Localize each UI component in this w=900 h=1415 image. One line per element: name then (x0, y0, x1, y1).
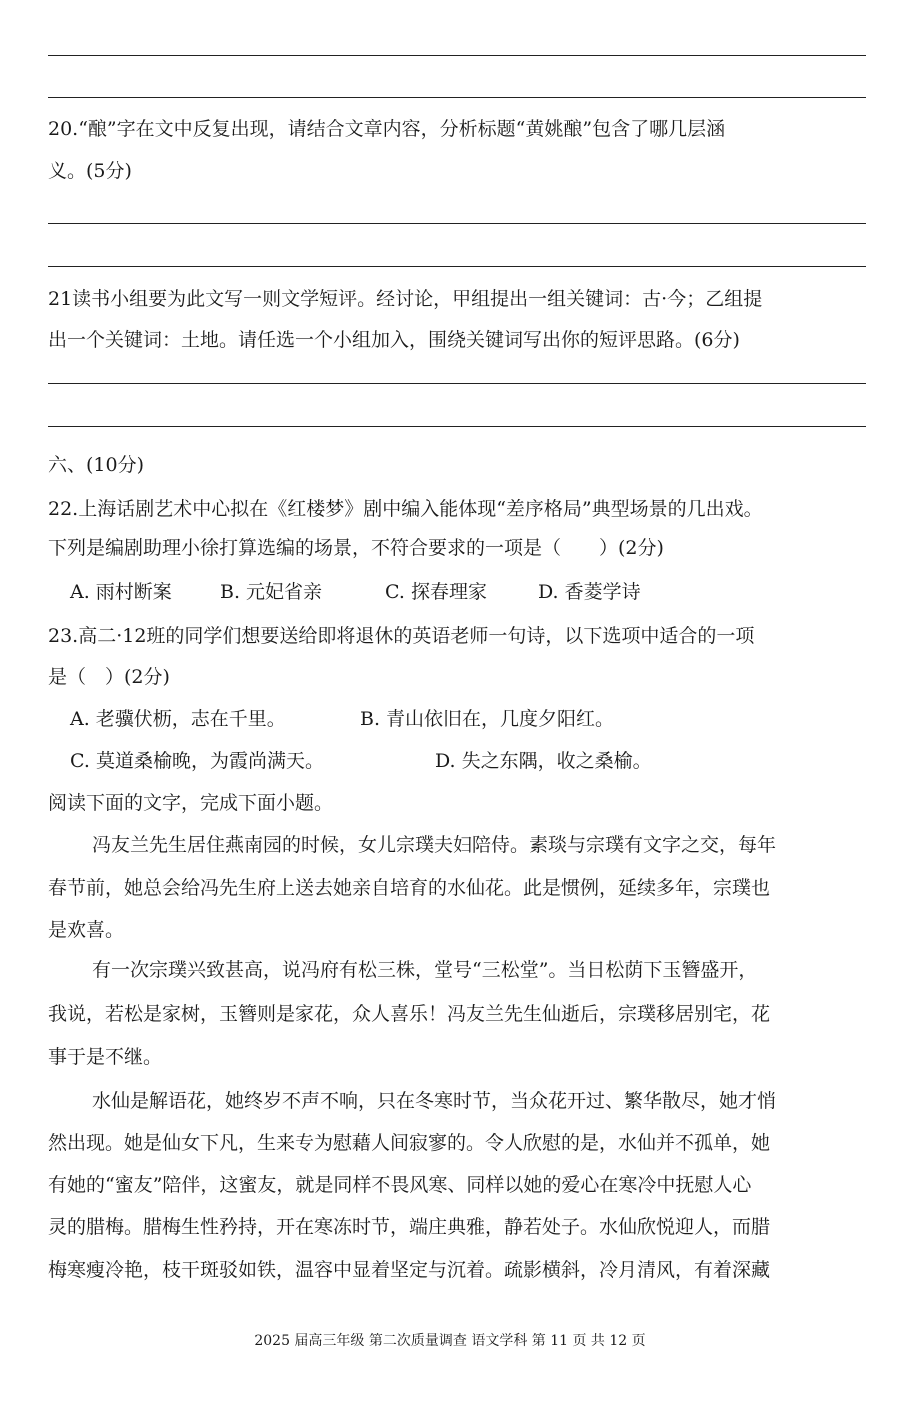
q22-option-b: B. 元妃省亲 (220, 581, 323, 603)
answer-line (48, 97, 866, 98)
answer-line (48, 426, 866, 427)
reading-instruction: 阅读下面的文字，完成下面小题。 (48, 792, 334, 814)
q22-option-c: C. 探春理家 (385, 581, 487, 603)
page-footer: 2025 届高三年级 第二次质量调查 语文学科 第 11 页 共 12 页 (254, 1333, 646, 1349)
answer-line (48, 223, 866, 224)
q23-option-d: D. 失之东隅，收之桑榆。 (435, 750, 652, 772)
answer-line (48, 266, 866, 267)
q21-line2: 出一个关键词：土地。请任选一个小组加入，围绕关键词写出你的短评思路。(6分) (48, 329, 740, 351)
q23-option-b: B. 青山依旧在，几度夕阳红。 (360, 708, 615, 730)
section-heading: 六、(10分) (48, 454, 145, 476)
answer-line (48, 55, 866, 56)
q23-line1: 23.高二·12班的同学们想要送给即将退休的英语老师一句诗，以下选项中适合的一项 (48, 625, 755, 647)
p1-line2: 春节前，她总会给冯先生府上送去她亲自培育的水仙花。此是惯例，延续多年，宗璞也 (48, 877, 771, 899)
p3-line3: 有她的“蜜友”陪伴，这蜜友，就是同样不畏风寒、同样以她的爱心在寒冷中抚慰人心 (48, 1174, 752, 1196)
p1-line3: 是欢喜。 (48, 919, 125, 941)
p3-line5: 梅寒瘦冷艳，枝干斑驳如铁，温容中显着坚定与沉着。疏影横斜，冷月清风，有着深藏 (48, 1259, 771, 1281)
q22-option-d: D. 香菱学诗 (538, 581, 641, 603)
q20-line1: 20.“酿”字在文中反复出现，请结合文章内容，分析标题“黄姚酿”包含了哪几层涵 (48, 118, 726, 140)
q20-line2: 义。(5分) (48, 160, 132, 182)
p3-line4: 灵的腊梅。腊梅生性矜持，开在寒冻时节，端庄典雅，静若处子。水仙欣悦迎人，而腊 (48, 1216, 771, 1238)
q22-line2: 下列是编剧助理小徐打算选编的场景，不符合要求的一项是（ ）(2分) (48, 537, 664, 559)
q23-option-a: A. 老骥伏枥，志在千里。 (70, 708, 286, 730)
q22-option-a: A. 雨村断案 (70, 581, 172, 603)
q23-line2: 是（ ）(2分) (48, 666, 170, 688)
q23-option-c: C. 莫道桑榆晚，为霞尚满天。 (70, 750, 324, 772)
p2-line2: 我说，若松是家树，玉簪则是家花，众人喜乐！冯友兰先生仙逝后，宗璞移居别宅，花 (48, 1003, 771, 1025)
p3-line1: 水仙是解语花，她终岁不声不响，只在冬寒时节，当众花开过、繁华散尽，她才悄 (92, 1090, 777, 1112)
p3-line2: 然出现。她是仙女下凡，生来专为慰藉人间寂寥的。令人欣慰的是，水仙并不孤单，她 (48, 1132, 771, 1154)
answer-line (48, 383, 866, 384)
p1-line1: 冯友兰先生居住燕南园的时候，女儿宗璞夫妇陪侍。素琰与宗璞有文字之交，每年 (92, 834, 777, 856)
q22-line1: 22.上海话剧艺术中心拟在《红楼梦》剧中编入能体现“差序格局”典型场景的几出戏。 (48, 498, 763, 520)
p2-line1: 有一次宗璞兴致甚高，说冯府有松三株，堂号“三松堂”。当日松荫下玉簪盛开， (92, 959, 758, 981)
q21-line1: 21读书小组要为此文写一则文学短评。经讨论，甲组提出一组关键词：古·今；乙组提 (48, 288, 763, 310)
p2-line3: 事于是不继。 (48, 1046, 163, 1068)
